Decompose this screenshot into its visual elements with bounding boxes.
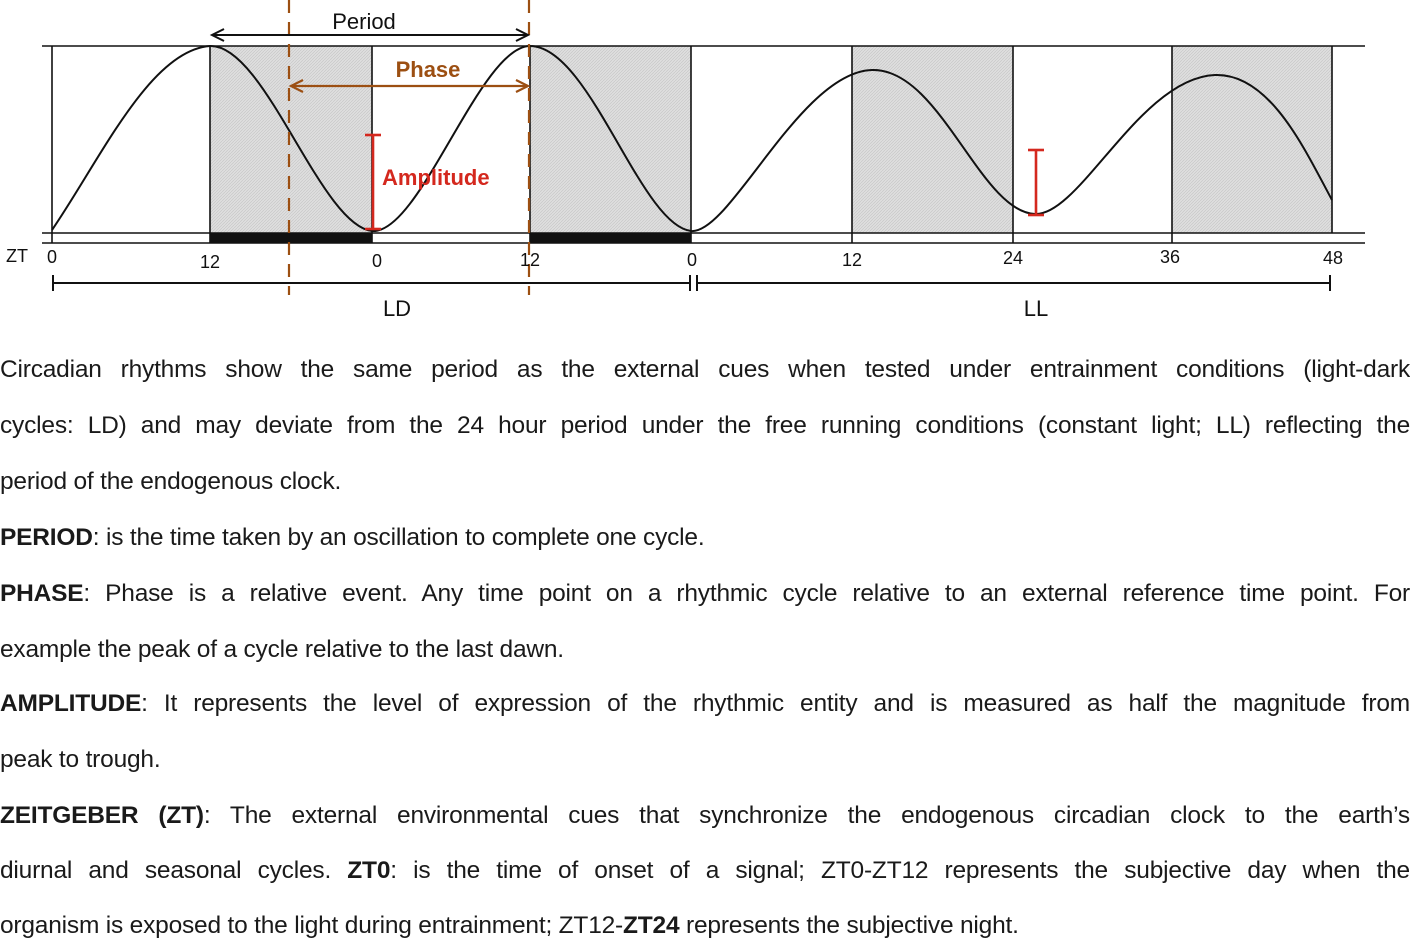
tick-label: 12	[519, 250, 541, 270]
subjective-night-shade-2	[1172, 46, 1332, 233]
circadian-diagram	[0, 0, 1410, 330]
zt0-term: ZT0	[347, 857, 391, 884]
dark-period-shade-2	[530, 46, 691, 233]
amplitude-definition-line-2: peak to trough.	[0, 746, 161, 773]
amplitude-label: Amplitude	[382, 165, 490, 190]
phase-label: Phase	[395, 57, 461, 82]
phase-definition-line-2: example the peak of a cycle relative to the last dawn.	[0, 636, 564, 663]
caption-intro-line-2: cycles: LD) and may deviate from the 24 hour period under the free running conditions (constant light; LL) reflecting the	[0, 412, 1410, 439]
night-bar-1	[210, 233, 372, 243]
amplitude-definition-line-1: AMPLITUDE: It represents the level of expression of the rhythmic entity and is measured as half the magnitude from	[0, 690, 1410, 717]
caption-intro-line-3: period of the endogenous clock.	[0, 468, 342, 495]
tick-label: 24	[1002, 248, 1024, 268]
ld-label: LD	[382, 296, 412, 321]
tick-label: 12	[199, 252, 221, 272]
tick-label: 0	[371, 251, 383, 271]
subjective-night-shade-1	[852, 46, 1013, 233]
night-bar-2	[530, 233, 691, 243]
amplitude-term: AMPLITUDE	[0, 690, 142, 717]
period-label: Period	[332, 9, 396, 34]
tick-label: 36	[1159, 247, 1181, 267]
zt24-term: ZT24	[623, 912, 680, 939]
ll-range-bar	[697, 275, 1330, 291]
zt-term: ZEITGEBER (ZT)	[0, 802, 204, 829]
period-term: PERIOD	[0, 524, 93, 551]
zt-definition-line-1: ZEITGEBER (ZT): The external environmental cues that synchronize the endogenous circadian clock to the earth’s	[0, 802, 1410, 829]
ld-range-bar	[53, 275, 690, 291]
tick-label: 12	[841, 250, 863, 270]
phase-definition-line-1: PHASE: Phase is a relative event. Any time point on a rhythmic cycle relative to an external reference time point. For	[0, 580, 1410, 607]
tick-label: 48	[1322, 248, 1344, 268]
period-definition: PERIOD: is the time taken by an oscillation to complete one cycle.	[0, 524, 705, 551]
ll-label: LL	[1023, 296, 1049, 321]
amplitude-marker-ll	[1028, 150, 1044, 215]
tick-label: 0	[686, 250, 698, 270]
dark-period-shade-1	[210, 46, 372, 233]
zt-definition-line-2: diurnal and seasonal cycles. ZT0: is the time of onset of a signal; ZT0-ZT12 represents the subjective day when the	[0, 857, 1410, 884]
zt-axis-label: ZT	[6, 246, 28, 266]
caption-intro-line-1: Circadian rhythms show the same period as the external cues when tested under entrainment conditions (light-dark	[0, 356, 1410, 383]
tick-label: 0	[46, 247, 58, 267]
phase-term: PHASE	[0, 580, 84, 607]
zt-definition-line-3: organism is exposed to the light during entrainment; ZT12-ZT24 represents the subjective night.	[0, 912, 1019, 939]
